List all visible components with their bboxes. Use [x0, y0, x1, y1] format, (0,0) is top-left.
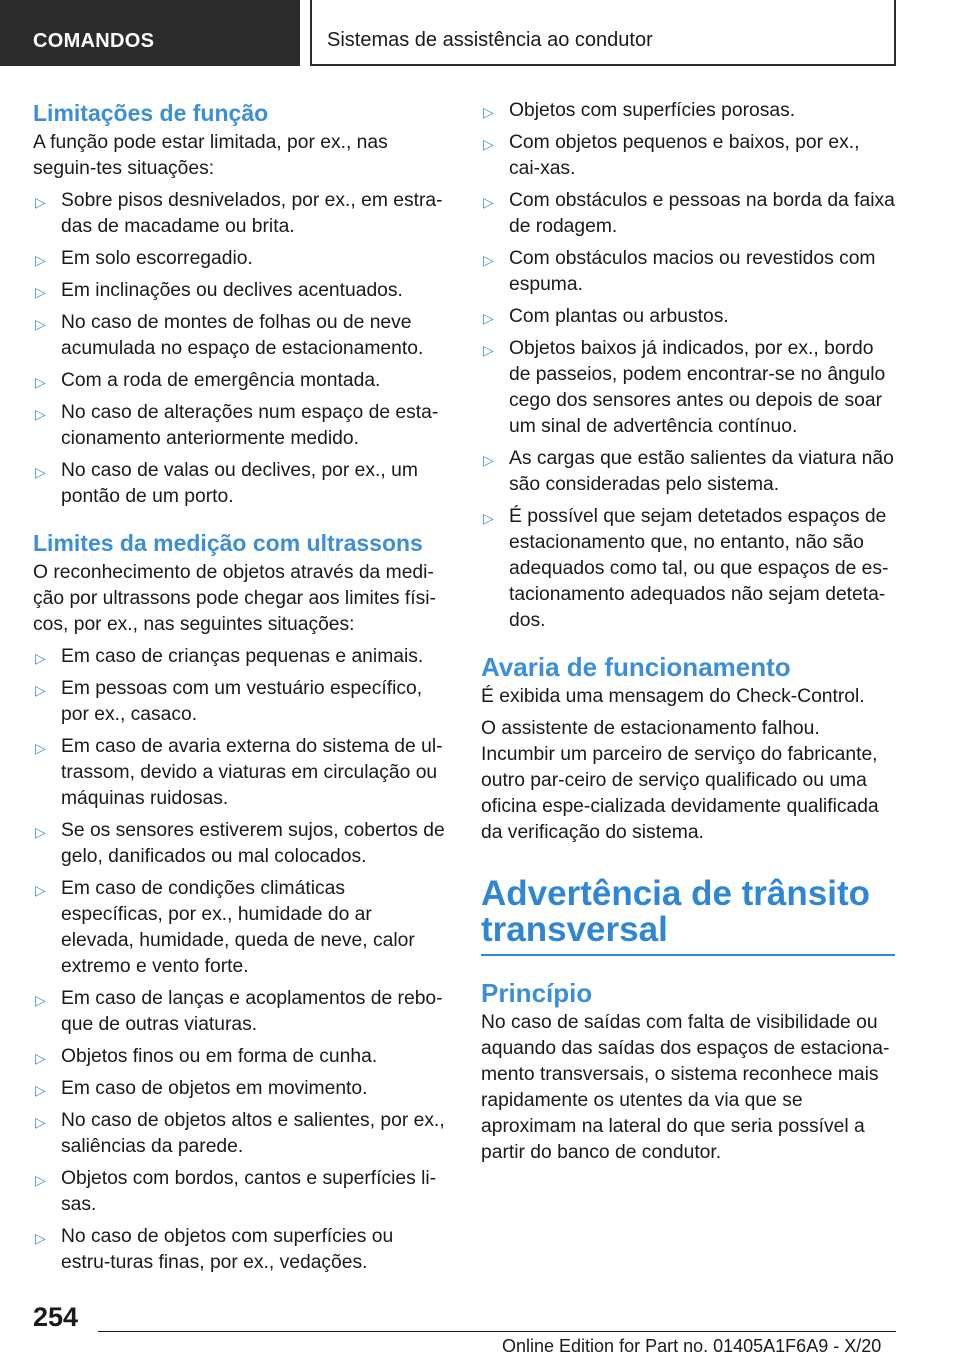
triangle-bullet-icon: ▷: [35, 1114, 46, 1130]
triangle-bullet-icon: ▷: [483, 194, 494, 210]
list-item: [33, 400, 447, 452]
list-item: [33, 1224, 447, 1276]
triangle-bullet-icon: ▷: [35, 682, 46, 698]
list-item: [481, 336, 895, 440]
list-item-text: Objetos finos ou em forma de cunha.: [61, 1046, 378, 1067]
triangle-bullet-icon: ▷: [35, 1082, 46, 1098]
list-item-text: Objetos baixos já indicados, por ex., bordo de passeios, podem encontrar-se no ângulo cego dos sensores antes ou depois de soar um sinal de advertência contínuo.: [509, 338, 886, 437]
list-item-text: Objetos com bordos, cantos e superfícies li-sas.: [61, 1168, 437, 1215]
intro-limites-ultrassons: O reconhecimento de objetos através da medi-ção por ultrassons pode chegar aos limites físi-cos, por ex., nas seguintes situações:: [33, 562, 436, 635]
left-column: [33, 98, 447, 1282]
list-item-text: Se os sensores estiverem sujos, cobertos de gelo, danificados ou mal colocados.: [61, 820, 445, 867]
triangle-bullet-icon: ▷: [483, 342, 494, 358]
list-item: [481, 130, 895, 182]
triangle-bullet-icon: ▷: [35, 650, 46, 666]
triangle-bullet-icon: ▷: [483, 310, 494, 326]
list-item-text: As cargas que estão salientes da viatura não são consideradas pelo sistema.: [509, 448, 894, 495]
heading-advertencia-line2: transversal: [481, 910, 668, 949]
chapter-tab: [0, 0, 300, 66]
list-item-text: Em caso de avaria externa do sistema de ul-trassom, devido a viaturas em circulação ou máquinas ruidosas.: [61, 736, 443, 809]
list-item: [33, 368, 447, 394]
list-item: [481, 446, 895, 498]
heading-advertencia-line1: Advertência de trânsito: [481, 874, 870, 913]
list-item: [33, 734, 447, 812]
triangle-bullet-icon: ▷: [35, 374, 46, 390]
heading-avaria: Avaria de funcionamento: [481, 652, 791, 682]
list-item: [33, 458, 447, 510]
list-item: [33, 1076, 447, 1102]
footer-edition: Online Edition for Part no. 01405A1F6A9 - X/20: [502, 1336, 882, 1356]
triangle-bullet-icon: ▷: [35, 464, 46, 480]
triangle-bullet-icon: ▷: [483, 136, 494, 152]
list-item-text: No caso de valas ou declives, por ex., um pontão de um porto.: [61, 460, 418, 507]
list-item: [33, 676, 447, 728]
list-item-text: Com objetos pequenos e baixos, por ex., cai-xas.: [509, 132, 860, 179]
right-column: [481, 98, 895, 1172]
list-item: [33, 310, 447, 362]
list-item: [33, 278, 447, 304]
list-item-text: No caso de alterações num espaço de esta-cionamento anteriormente medido.: [61, 402, 439, 449]
triangle-bullet-icon: ▷: [35, 1050, 46, 1066]
list-item-text: Em caso de objetos em movimento.: [61, 1078, 368, 1099]
list-item-text: Com a roda de emergência montada.: [61, 370, 381, 391]
list-item: [33, 188, 447, 240]
list-item-text: Em caso de condições climáticas específicas, por ex., humidade do ar elevada, humidade, queda de neve, calor extremo e vento forte.: [61, 878, 415, 977]
triangle-bullet-icon: ▷: [35, 406, 46, 422]
list-item-text: No caso de objetos altos e salientes, por ex., saliências da parede.: [61, 1110, 445, 1157]
list-item-text: Em caso de lanças e acoplamentos de rebo-que de outras viaturas.: [61, 988, 443, 1035]
triangle-bullet-icon: ▷: [483, 252, 494, 268]
triangle-bullet-icon: ▷: [35, 284, 46, 300]
list-item: [33, 246, 447, 272]
triangle-bullet-icon: ▷: [483, 452, 494, 468]
triangle-bullet-icon: ▷: [35, 824, 46, 840]
list-item-text: Com obstáculos e pessoas na borda da faixa de rodagem.: [509, 190, 895, 237]
list-item: [481, 246, 895, 298]
heading-principio: Princípio: [481, 978, 593, 1008]
list-item-text: No caso de montes de folhas ou de neve acumulada no espaço de estacionamento.: [61, 312, 424, 359]
intro-limitacoes: A função pode estar limitada, por ex., nas seguin-tes situações:: [33, 132, 388, 179]
list-item: [33, 818, 447, 870]
list-item: [481, 504, 895, 634]
list-item: [481, 98, 895, 124]
triangle-bullet-icon: ▷: [35, 316, 46, 332]
heading-limitacoes: Limitações de função: [33, 100, 269, 126]
triangle-bullet-icon: ▷: [35, 882, 46, 898]
list-item-text: Em inclinações ou declives acentuados.: [61, 280, 403, 301]
list-item: [33, 1108, 447, 1160]
list-item-text: No caso de objetos com superfícies ou estru-turas finas, por ex., vedações.: [61, 1226, 394, 1273]
para-principio: No caso de saídas com falta de visibilidade ou aquando das saídas dos espaços de estaciona-mento transversais, o sistema reconhece mais rapidamente os utentes da via que se aproximam na lateral do que seria possível a partir do banco de condutor.: [481, 1012, 890, 1163]
list-item-text: Com obstáculos macios ou revestidos com espuma.: [509, 248, 876, 295]
list-item: [33, 1044, 447, 1070]
list-item: [33, 1166, 447, 1218]
list-limites-continuacao: [481, 98, 895, 634]
triangle-bullet-icon: ▷: [35, 194, 46, 210]
page-number: 254: [33, 1302, 79, 1332]
list-item-text: Em caso de crianças pequenas e animais.: [61, 646, 424, 667]
para-avaria-2: O assistente de estacionamento falhou. Incumbir um parceiro de serviço do fabricante, outro par-ceiro de serviço qualificado ou uma oficina espe-cializada devidamente qualificada da verificação do sistema.: [481, 718, 879, 843]
list-item-text: Em solo escorregadio.: [61, 248, 253, 269]
list-item: [481, 304, 895, 330]
chapter-title: COMANDOS: [33, 30, 155, 52]
list-item-text: Em pessoas com um vestuário específico, por ex., casaco.: [61, 678, 423, 725]
footer-rule: [98, 1331, 896, 1332]
list-item: [33, 986, 447, 1038]
list-limites-ultrassons: [33, 644, 447, 1276]
list-item-text: Com plantas ou arbustos.: [509, 306, 729, 327]
list-item-text: Sobre pisos desnivelados, por ex., em estra-das de macadame ou brita.: [61, 190, 443, 237]
list-item: [33, 876, 447, 980]
section-title: Sistemas de assistência ao condutor: [327, 29, 653, 51]
list-item-text: Objetos com superfícies porosas.: [509, 100, 796, 121]
page-header: [0, 0, 960, 66]
heading-limites-ultrassons: Limites da medição com ultrassons: [33, 530, 423, 556]
section-tab: [310, 0, 896, 66]
list-item: [481, 188, 895, 240]
list-limitacoes: [33, 188, 447, 510]
list-item-text: É possível que sejam detetados espaços de estacionamento que, no entanto, não são adequados como tal, ou que espaços de es-tacionamento adequados não sejam deteta-dos.: [509, 506, 889, 631]
triangle-bullet-icon: ▷: [483, 510, 494, 526]
heading-rule: [481, 954, 895, 956]
triangle-bullet-icon: ▷: [483, 104, 494, 120]
triangle-bullet-icon: ▷: [35, 740, 46, 756]
para-avaria-1: É exibida uma mensagem do Check-Control.: [481, 686, 865, 707]
list-item: [33, 644, 447, 670]
triangle-bullet-icon: ▷: [35, 1172, 46, 1188]
heading-advertencia: [481, 876, 895, 948]
triangle-bullet-icon: ▷: [35, 252, 46, 268]
triangle-bullet-icon: ▷: [35, 1230, 46, 1246]
triangle-bullet-icon: ▷: [35, 992, 46, 1008]
